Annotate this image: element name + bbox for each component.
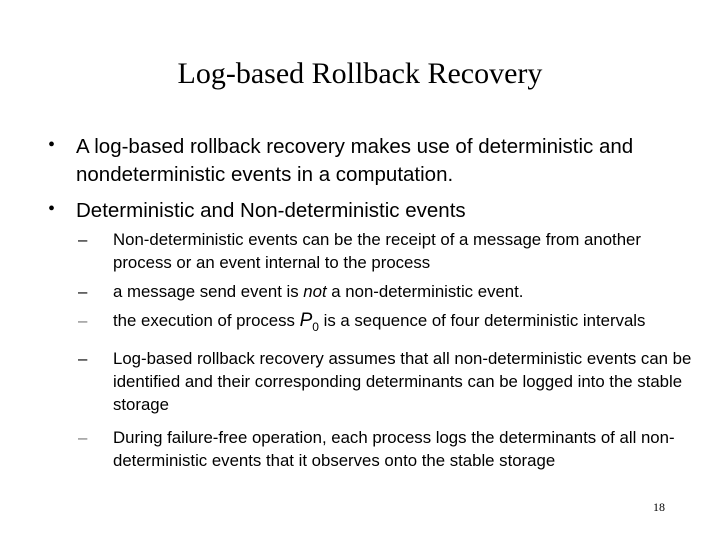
sub-bullet-item	[40, 309, 700, 339]
slide-body	[40, 132, 700, 472]
bullet-text: Deterministic and Non-deterministic events	[76, 199, 466, 222]
sub-bullet-item	[40, 347, 700, 416]
sub-bullet-text-before: the execution of process	[113, 311, 300, 330]
sub-bullet-text: Log-based rollback recovery assumes that all non-deterministic events can be identified and their corresponding determinants can be logged into the stable storage	[113, 348, 692, 414]
slide-title: Log-based Rollback Recovery	[177, 57, 543, 90]
sub-bullet-item	[40, 228, 700, 274]
bullet-item	[40, 196, 700, 223]
sub-bullet-text-after: a non-deterministic event.	[326, 282, 524, 301]
sub-bullet-item	[40, 280, 700, 303]
bullet-item	[40, 132, 700, 186]
dash-marker: –	[78, 230, 88, 249]
bullet-marker: •	[48, 134, 56, 156]
sub-bullet-item	[40, 426, 700, 472]
dash-marker: –	[78, 311, 88, 330]
sub-bullet-text-after: is a sequence of four deterministic intervals	[318, 311, 646, 330]
sub-bullet-list	[40, 228, 700, 472]
dash-marker: –	[78, 427, 88, 447]
process-variable-subscript: 0	[312, 319, 319, 334]
dash-marker: –	[78, 282, 88, 301]
sub-bullet-text: Non-deterministic events can be the receipt of a message from another process or an event internal to the process	[113, 230, 641, 272]
dash-marker: –	[78, 348, 88, 368]
sub-bullet-text: During failure-free operation, each process logs the determinants of all non-deterministic events that it observes onto the stable storage	[113, 427, 675, 470]
process-variable-name: P	[299, 310, 313, 331]
bullet-marker: •	[48, 198, 56, 220]
bullet-text: A log-based rollback recovery makes use of deterministic and nondeterministic events in a computation.	[76, 135, 634, 186]
sub-bullet-text-before: a message send event is	[113, 282, 304, 301]
emphasis-text: not	[303, 282, 327, 301]
page-number: 18	[653, 500, 665, 514]
process-variable	[299, 310, 319, 334]
